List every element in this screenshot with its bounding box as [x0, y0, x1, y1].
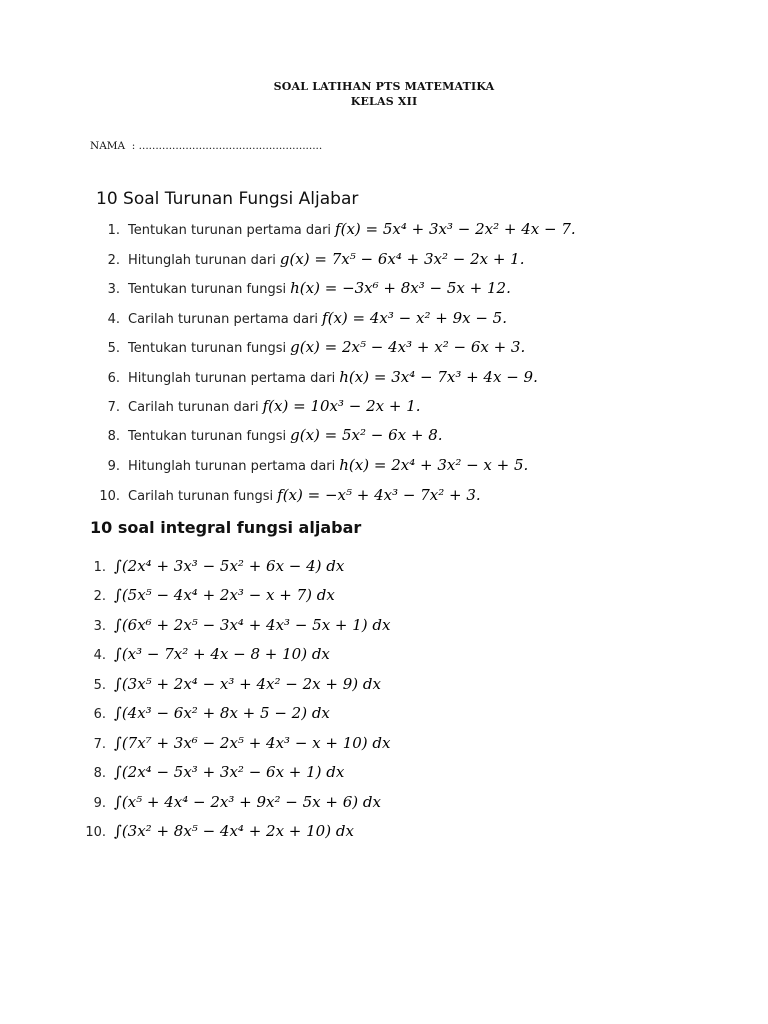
question-formula: ∫(6x⁶ + 2x⁵ − 3x⁴ + 4x³ − 5x + 1) dx — [114, 616, 391, 634]
question-formula: g(x) = 7x⁵ − 6x⁴ + 3x² − 2x + 1. — [279, 250, 525, 268]
item-number: 8. — [93, 766, 106, 781]
item-number: 3. — [107, 282, 120, 297]
list-item — [96, 307, 507, 329]
item-number: 5. — [93, 678, 106, 693]
item-number: 10. — [99, 489, 120, 504]
item-number: 6. — [93, 707, 106, 722]
item-number: 9. — [107, 459, 120, 474]
list-item — [96, 424, 443, 446]
item-number: 1. — [93, 560, 106, 575]
item-number: 4. — [93, 648, 106, 663]
item-number: 5. — [107, 341, 120, 356]
list-item — [82, 555, 344, 577]
list-item — [96, 248, 525, 270]
item-number: 4. — [107, 312, 120, 327]
list-item — [82, 614, 390, 636]
question-text: Carilah turunan pertama dari — [128, 312, 319, 327]
list-item — [82, 584, 335, 606]
item-number: 2. — [93, 589, 106, 604]
question-formula: ∫(2x⁴ − 5x³ + 3x² − 6x + 1) dx — [114, 763, 345, 781]
name-field-label: NAMA : ....................................................... — [90, 140, 323, 152]
question-text: Carilah turunan dari — [128, 400, 259, 415]
item-number: 10. — [85, 825, 106, 840]
item-number: 9. — [93, 796, 106, 811]
list-item — [82, 673, 381, 695]
list-item — [96, 366, 538, 388]
list-item — [82, 761, 344, 783]
item-number: 3. — [93, 619, 106, 634]
question-formula: g(x) = 2x⁵ − 4x³ + x² − 6x + 3. — [290, 338, 526, 356]
question-formula: f(x) = 5x⁴ + 3x³ − 2x² + 4x − 7. — [335, 220, 576, 238]
question-formula: g(x) = 5x² − 6x + 8. — [290, 426, 443, 444]
question-text: Tentukan turunan fungsi — [128, 429, 287, 444]
question-text: Tentukan turunan fungsi — [128, 282, 287, 297]
list-item — [82, 643, 330, 665]
document-title: SOAL LATIHAN PTS MATEMATIKA — [273, 80, 495, 93]
item-number: 8. — [107, 429, 120, 444]
item-number: 7. — [93, 737, 106, 752]
question-text: Hitunglah turunan pertama dari — [128, 371, 336, 386]
list-item — [96, 484, 481, 506]
question-formula: ∫(5x⁵ − 4x⁴ + 2x³ − x + 7) dx — [114, 586, 335, 604]
list-item — [96, 395, 421, 417]
question-text: Tentukan turunan pertama dari — [128, 223, 332, 238]
document-subtitle: KELAS XII — [350, 95, 418, 108]
question-formula: h(x) = 3x⁴ − 7x³ + 4x − 9. — [339, 368, 538, 386]
question-formula: h(x) = −3x⁶ + 8x³ − 5x + 12. — [290, 279, 511, 297]
section-heading-integrals: 10 soal integral fungsi aljabar — [90, 518, 362, 537]
question-formula: ∫(x⁵ + 4x⁴ − 2x³ + 9x² − 5x + 6) dx — [114, 793, 381, 811]
question-formula: ∫(7x⁷ + 3x⁶ − 2x⁵ + 4x³ − x + 10) dx — [114, 734, 391, 752]
list-item — [82, 702, 330, 724]
question-formula: f(x) = 4x³ − x² + 9x − 5. — [322, 309, 507, 327]
list-item — [96, 277, 511, 299]
section-heading-derivatives: 10 Soal Turunan Fungsi Aljabar — [96, 189, 359, 209]
list-item — [96, 336, 525, 358]
item-number: 7. — [107, 400, 120, 415]
question-formula: ∫(3x² + 8x⁵ − 4x⁴ + 2x + 10) dx — [114, 822, 354, 840]
list-item — [82, 820, 354, 842]
question-text: Tentukan turunan fungsi — [128, 341, 287, 356]
list-item — [96, 218, 576, 240]
question-text: Hitunglah turunan dari — [128, 253, 276, 268]
question-formula: f(x) = 10x³ − 2x + 1. — [262, 397, 421, 415]
list-item — [82, 791, 381, 813]
list-item — [82, 732, 390, 754]
question-formula: ∫(2x⁴ + 3x³ − 5x² + 6x − 4) dx — [114, 557, 345, 575]
list-item — [96, 454, 528, 476]
question-text: Hitunglah turunan pertama dari — [128, 459, 336, 474]
question-text: Carilah turunan fungsi — [128, 489, 274, 504]
question-formula: ∫(x³ − 7x² + 4x − 8 + 10) dx — [114, 645, 330, 663]
question-formula: ∫(3x⁵ + 2x⁴ − x³ + 4x² − 2x + 9) dx — [114, 675, 381, 693]
item-number: 1. — [107, 223, 120, 238]
question-formula: ∫(4x³ − 6x² + 8x + 5 − 2) dx — [114, 704, 330, 722]
question-formula: f(x) = −x⁵ + 4x³ − 7x² + 3. — [277, 486, 481, 504]
item-number: 6. — [107, 371, 120, 386]
question-formula: h(x) = 2x⁴ + 3x² − x + 5. — [339, 456, 529, 474]
item-number: 2. — [107, 253, 120, 268]
